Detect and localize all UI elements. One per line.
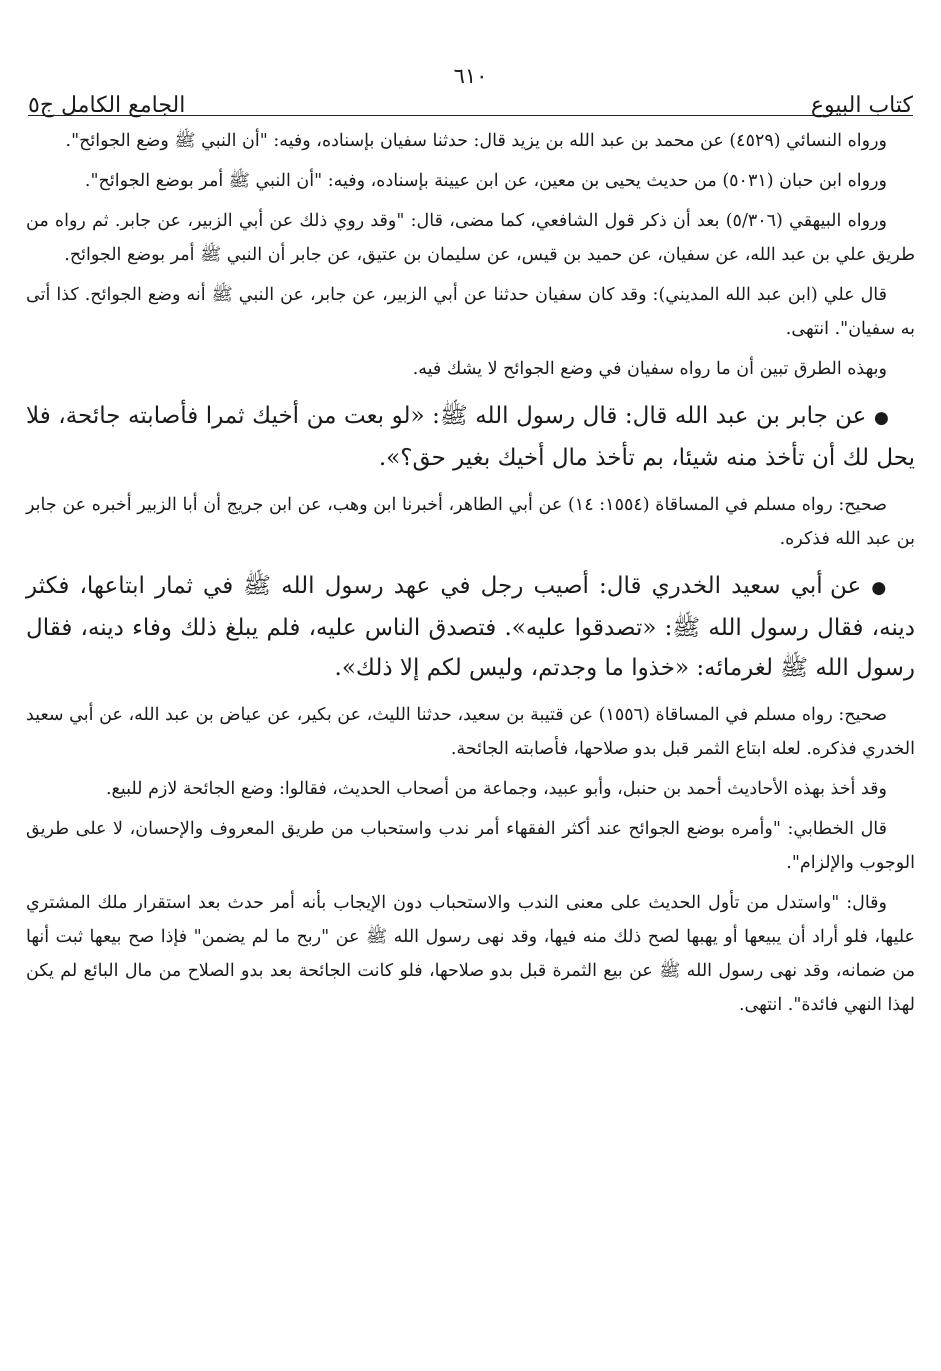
paragraph-conclusion: وبهذه الطرق تبين أن ما رواه سفيان في وضع الجوائح لا يشك فيه. <box>412 359 887 379</box>
hadith-abu-said-text: عن أبي سعيد الخدري قال: أصيب رجل في عهد رسول الله ﷺ في ثمار ابتاعها، فكثر دينه، فقال رسول الله ﷺ: «تصدقوا عليه». فتصدق الناس عليه، فلم يبلغ ذلك وفاء دينه، فقال رسول الله ﷺ لغرمائه: «خذوا ما وجدتم، وليس لكم إلا ذلك». <box>26 573 915 681</box>
paragraph-bayhaqi-narration: ورواه البيهقي (٥/٣٠٦) بعد أن ذكر قول الشافعي، كما مضى، قال: "وقد روي ذلك عن أبي الزبير، عن جابر. ثم رواه من طريق علي بن عبد الله، عن سفيان، عن حميد بن قيس، عن سليمان بن عتيق، عن جابر أن النبي ﷺ أمر بوضع الجوائح. <box>26 211 915 265</box>
header-volume-title: الجامع الكامل ج٥ <box>28 93 186 118</box>
hadith-abu-said <box>26 566 915 688</box>
header-book-title: كتاب البيوع <box>810 93 913 118</box>
hadith-jabir <box>26 396 915 478</box>
hadith-jabir-text: عن جابر بن عبد الله قال: قال رسول الله ﷺ: «لو بعت من أخيك ثمرا فأصابته جائحة، فلا يحل لك أن تأخذ منه شيئا، بم تأخذ مال أخيك بغير حق؟». <box>26 403 915 471</box>
bullet-icon: ● <box>871 578 890 598</box>
paragraph-ibn-hibban-narration: ورواه ابن حبان (٥٠٣١) من حديث يحيى بن معين، عن ابن عيينة بإسناده، وفيه: "أن النبي ﷺ أمر بوضع الجوائح". <box>84 171 887 191</box>
paragraph-ali-madini-comment: قال علي (ابن عبد الله المديني): وقد كان سفيان حدثنا عن أبي الزبير، عن جابر، عن النبي ﷺ أنه وضع الجوائح. كذا أتى به سفيان". انتهى. <box>26 285 915 339</box>
bullet-icon: ● <box>873 408 890 428</box>
paragraph-jabir-grading: صحيح: رواه مسلم في المساقاة (١٥٥٤: ١٤) عن أبي الطاهر، أخبرنا ابن وهب، عن ابن جريج أن أبا الزبير أخبره عن جابر بن عبد الله فذكره. <box>26 495 915 549</box>
header-divider <box>28 115 913 116</box>
page-body <box>26 124 915 1022</box>
paragraph-nasai-narration: ورواه النسائي (٤٥٢٩) عن محمد بن عبد الله بن يزيد قال: حدثنا سفيان بإسناده، وفيه: "أن النبي ﷺ وضع الجوائح". <box>65 131 887 151</box>
running-header <box>28 62 913 118</box>
paragraph-khattabi-quote: قال الخطابي: "وأمره بوضع الجوائح عند أكثر الفقهاء أمر ندب واستحباب من طريق المعروف والإحسان، لا على طريق الوجوب والإلزام". <box>26 819 915 873</box>
paragraph-khattabi-argument: وقال: "واستدل من تأول الحديث على معنى الندب والاستحباب دون الإيجاب بأنه أمر حدث بعد استقرار ملك المشتري عليها، فلو أراد أن يبيعها أو يهبها لصح ذلك منه فيها، وقد نهى رسول الله ﷺ عن "ربح ما لم يضمن" فإذا صح بيعها ثبت أنها من ضمانه، وقد نهى رسول الله ﷺ عن بيع الثمرة قبل بدو صلاحها، فلو كانت الجائحة بعد بدو الصلاح من مال البائع لم يكن لهذا النهي فائدة". انتهى. <box>26 893 915 1015</box>
paragraph-scholars-view: وقد أخذ بهذه الأحاديث أحمد بن حنبل، وأبو عبيد، وجماعة من أصحاب الحديث، فقالوا: وضع الجائحة لازم للبيع. <box>105 779 887 799</box>
page-number: ٦١٠ <box>453 64 488 88</box>
paragraph-abu-said-grading: صحيح: رواه مسلم في المساقاة (١٥٥٦) عن قتيبة بن سعيد، حدثنا الليث، عن بكير، عن عياض بن عبد الله، عن أبي سعيد الخدري فذكره. لعله ابتاع الثمر قبل بدو صلاحها، فأصابته الجائحة. <box>26 705 915 759</box>
